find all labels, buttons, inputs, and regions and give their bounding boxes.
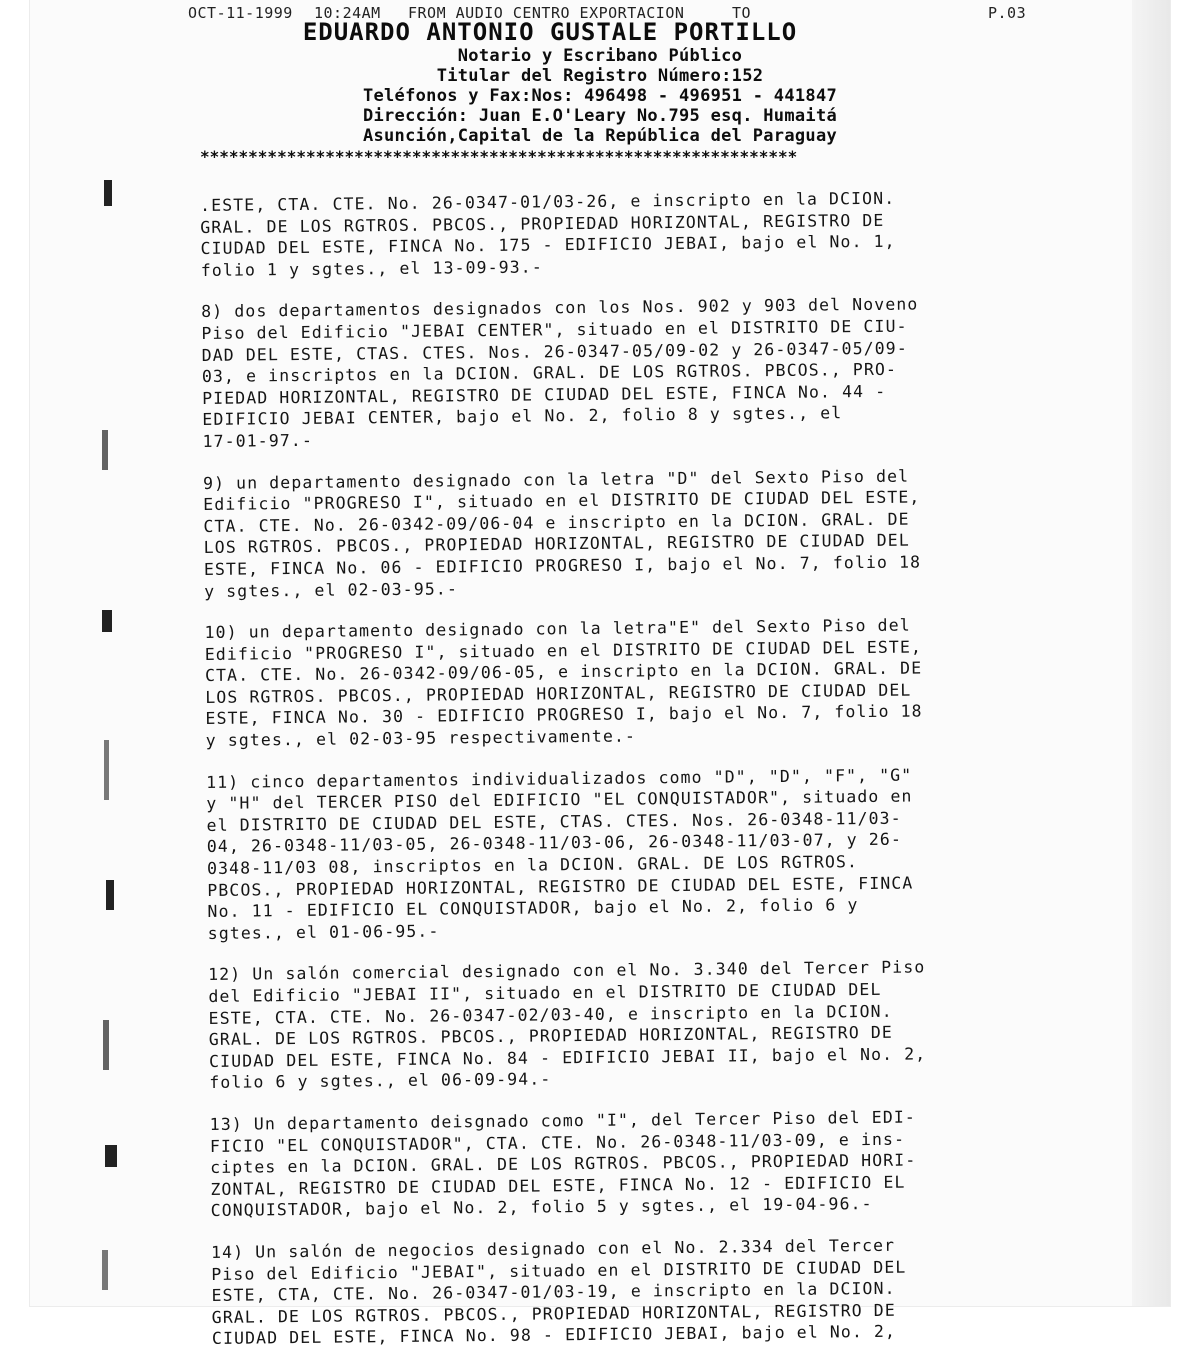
office-address: Dirección: Juan E.O'Leary No.795 esq. Humaitá [362, 106, 838, 126]
fax-date: OCT-11-1999 [188, 4, 293, 22]
notary-letterhead [190, 18, 1010, 166]
page-edge-shadow [1132, 0, 1170, 1306]
paragraph-item-11: 11) cinco departamentos individualizados como "D", "D", "F", "G" y "H" del TERCER PISO del EDIFICIO "EL CONQUISTADOR", situado en el DISTRITO DE CIUDAD DEL ESTE, CTAS. CTES. Nos. 26-0348-11/03- 04, 26-0348-11/03-05, 26-0348-11/03-06, 26-0348-11/03-07, y 26- 0348-11/03 08, inscriptos en la DCION. GRAL. DE LOS RGTROS. PBCOS., PROPIEDAD HORIZONTAL, REGISTRO DE CIUDAD DEL ESTE, FINCA No. 11 - EDIFICIO EL CONQUISTADOR, bajo el No. 2, folio 6 y sgtes., el 01-06-95.- [206, 765, 914, 943]
paragraph-item-13: 13) Un departamento deisgnado como "I", del Tercer Piso del EDI- FICIO "EL CONQUISTADOR", CTA. CTE. No. 26-0348-11/03-09, e ins- ciptes en la DCION. GRAL. DE LOS RGTROS. PBCOS., PROPIEDAD HORI- ZONTAL, REGISTRO DE CIUDAD DEL ESTE, FINCA No. 12 - EDIFICIO EL CONQUISTADOR, bajo el No. 2, folio 5 y sgtes., el 19-04-96.- [209, 1107, 917, 1221]
fax-margin-artifacts [100, 180, 130, 1300]
notary-name: EDUARDO ANTONIO GUSTALE PORTILLO [302, 18, 798, 46]
fax-from: FROM AUDIO CENTRO EXPORTACION [408, 4, 685, 22]
paragraph-item-14: 14) Un salón de negocios designado con el No. 2.334 del Tercer Piso del Edificio "JEBAI", situado en el DISTRITO DE CIUDAD DEL ESTE, CTA, CTE. No. 26-0347-01/03-19, e inscripto en la DCION. GRAL. DE LOS RGTROS. PBCOS., PROPIEDAD HORIZONTAL, REGISTRO DE CIUDAD DEL ESTE, FINCA No. 98 - EDIFICIO JEBAI, bajo el No. 2, [210, 1235, 907, 1349]
paragraph-item-12: 12) Un salón comercial designado con el No. 3.340 del Tercer Piso del Edificio "JEBAI II", situado en el DISTRITO DE CIUDAD DEL ESTE, CTA. CTE. No. 26-0347-02/03-40, e inscripto en la DCION. GRAL. DE LOS RGTROS. PBCOS., PROPIEDAD HORIZONTAL, REGISTRO DE CIUDAD DEL ESTE, FINCA No. 84 - EDIFICIO JEBAI II, bajo el No. 2, folio 6 y sgtes., el 06-09-94.- [208, 957, 927, 1093]
fax-to: TO [732, 4, 752, 22]
paragraph-item-9: 9) un departamento designado con la letra "D" del Sexto Piso del Edificio "PROGRESO I", situado en el DISTRITO DE CIUDAD DEL ESTE, CTA. CTE. No. 26-0342-09/06-04 e inscripto en la DCION. GRAL. DE LOS RGTROS. PBCOS., PROPIEDAD HORIZONTAL, REGISTRO DE CIUDAD DEL ESTE, FINCA No. 06 - EDIFICIO PROGRESO I, bajo el No. 7, folio 18 y sgtes., el 02-03-95.- [202, 466, 922, 601]
fax-time: 10:24AM [314, 4, 381, 22]
paragraph-continuation: .ESTE, CTA. CTE. No. 26-0347-01/03-26, e inscripto en la DCION. GRAL. DE LOS RGTROS. PBCOS., PROPIEDAD HORIZONTAL, REGISTRO DE CIUDAD DEL ESTE, FINCA No. 175 - EDIFICIO JEBAI, bajo el No. 1, folio 1 y sgtes., el 13-09-93.- [200, 188, 896, 280]
fax-page-number: P.03 [988, 4, 1027, 22]
paragraph-item-8: 8) dos departamentos designados con los Nos. 902 y 903 del Noveno Piso del Edificio "JEBAI CENTER", situado en el DISTRITO DE CIU- DAD DEL ESTE, CTAS. CTES. Nos. 26-0347-05/09-02 y 26-0347-05/09- 03, e inscriptos en la DCION. GRAL. DE LOS RGTROS. PBCOS., PRO- PIEDAD HORIZONTAL, REGISTRO DE CIUDAD DEL ESTE, FINCA No. 44 - EDIFICIO JEBAI CENTER, bajo el No. 2, folio 8 y sgtes., el 17-01-97.- [201, 294, 919, 451]
registry-number: Titular del Registro Número:152 [436, 66, 764, 86]
paragraph-item-10: 10) un departamento designado con la letra"E" del Sexto Piso del Edificio "PROGRESO I", situado en el DISTRITO DE CIUDAD DEL ESTE, CTA. CTE. No. 26-0342-09/06-05, e inscripto en la DCION. GRAL. DE LOS RGTROS. PBCOS., PROPIEDAD HORIZONTAL, REGISTRO DE CIUDAD DEL ESTE, FINCA No. 30 - EDIFICIO PROGRESO I, bajo el No. 7, folio 18 y sgtes., el 02-03-95 respectivamente.- [204, 615, 923, 751]
document-body [200, 186, 1032, 1369]
phone-fax-numbers: Teléfonos y Fax:Nos: 496498 - 496951 - 441847 [362, 86, 838, 106]
office-city: Asunción,Capital de la República del Paraguay [362, 126, 838, 146]
notary-title: Notario y Escribano Público [457, 46, 743, 66]
star-divider: ************************************************************** [200, 148, 798, 166]
